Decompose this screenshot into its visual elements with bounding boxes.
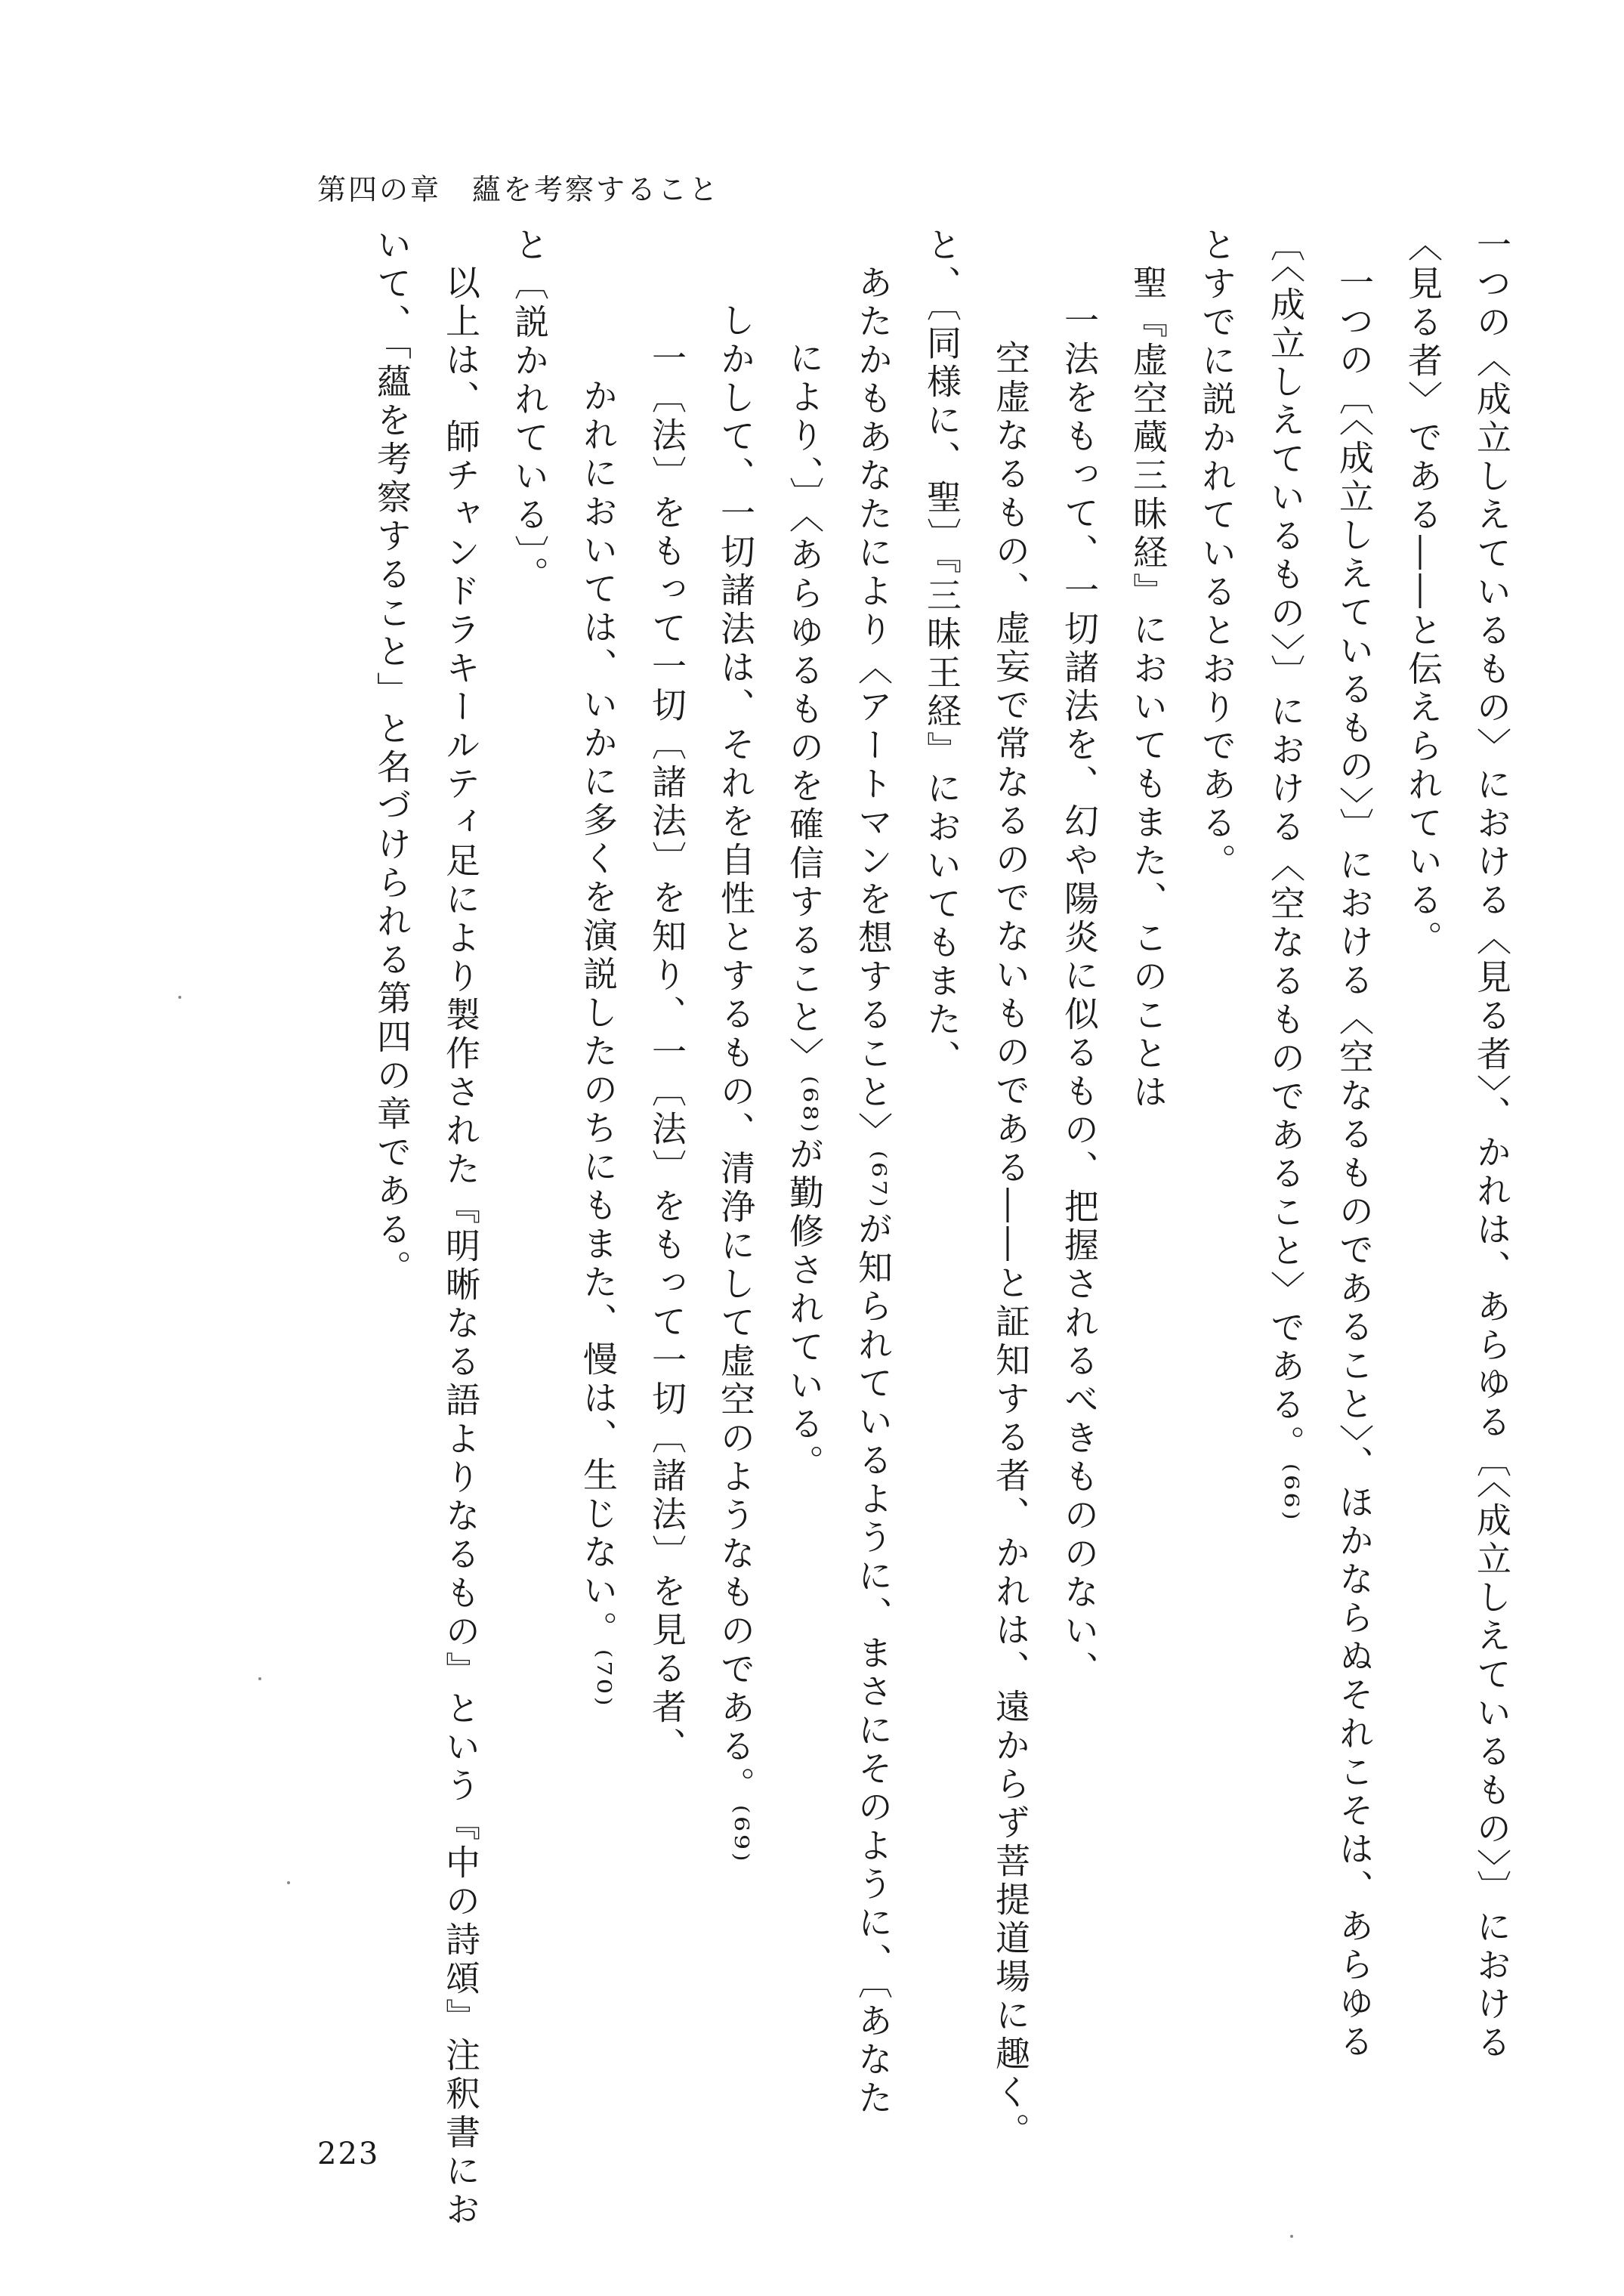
scan-speck [258, 1677, 261, 1680]
text-column: いて、「蘊を考察すること」と名づけられる第四の章である。 [372, 227, 412, 1288]
text-column: により、〕〈あらゆるものを確信すること〉⁽⁶⁸⁾が勤修されている。 [784, 340, 825, 1483]
text-column: 一つの〔〈成立しえているもの〉〕における〈空なるものであること〉、ほかならぬそれこそは、あらゆる [1334, 264, 1375, 2062]
text-column: と〔説かれている〕。 [509, 227, 550, 595]
vertical-body-text [357, 227, 1526, 2230]
page-number: 223 [317, 2137, 380, 2171]
scan-speck [1290, 2235, 1293, 2238]
text-column: 一法をもって、一切諸法を、幻や陽炎に似るもの、把握されるべきもののない、 [1059, 302, 1100, 1689]
text-column: とすでに説かれているとおりである。 [1196, 227, 1237, 882]
text-column: 一つの〈成立しえているもの〉における〈見る者〉、かれは、あらゆる〔〈成立しえているもの〉〕における [1471, 227, 1512, 2063]
text-column: 〔〈成立しえているもの〉〕における〈空なるものであること〉である。⁽⁶⁶⁾ [1265, 227, 1306, 1524]
text-column: かれにおいては、いかに多くを演説したのちにもまた、慢は、生じない。⁽⁷⁰⁾ [578, 378, 619, 1710]
text-column: と、〔同様に、聖〕『三昧王経』においてもまた、 [922, 227, 962, 1078]
scan-speck [178, 996, 181, 999]
scan-speck [287, 1881, 290, 1884]
text-column: 以上は、師チャンドラキールティ足により製作された『明晰なる語よりなるもの』という『中の詩頌』注釈書にお [440, 264, 481, 2230]
text-column: 聖『虚空蔵三昧経』においてもまた、このことは [1128, 264, 1169, 1112]
running-head: 第四の章 蘊を考察すること [317, 173, 721, 206]
text-column: あたかもあなたにより〈アートマンを想すること〉⁽⁶⁷⁾が知られているように、まさにそのように、〔あなた [853, 264, 894, 2118]
text-column: 〈見る者〉である――と伝えられている。 [1403, 227, 1443, 959]
text-column: しかして、一切諸法は、それを自性とするもの、清浄にして虚空のようなものである。⁽⁶⁹⁾ [715, 302, 756, 1865]
text-column: 空虚なるもの、虚妄で常なるのでないものである――と証知する者、かれは、遠からず菩提道場に趣く。 [990, 340, 1031, 2151]
text-column: 一〔法〕をもって一切〔諸法〕を知り、一〔法〕をもって一切〔諸法〕を見る者、 [647, 340, 687, 1766]
